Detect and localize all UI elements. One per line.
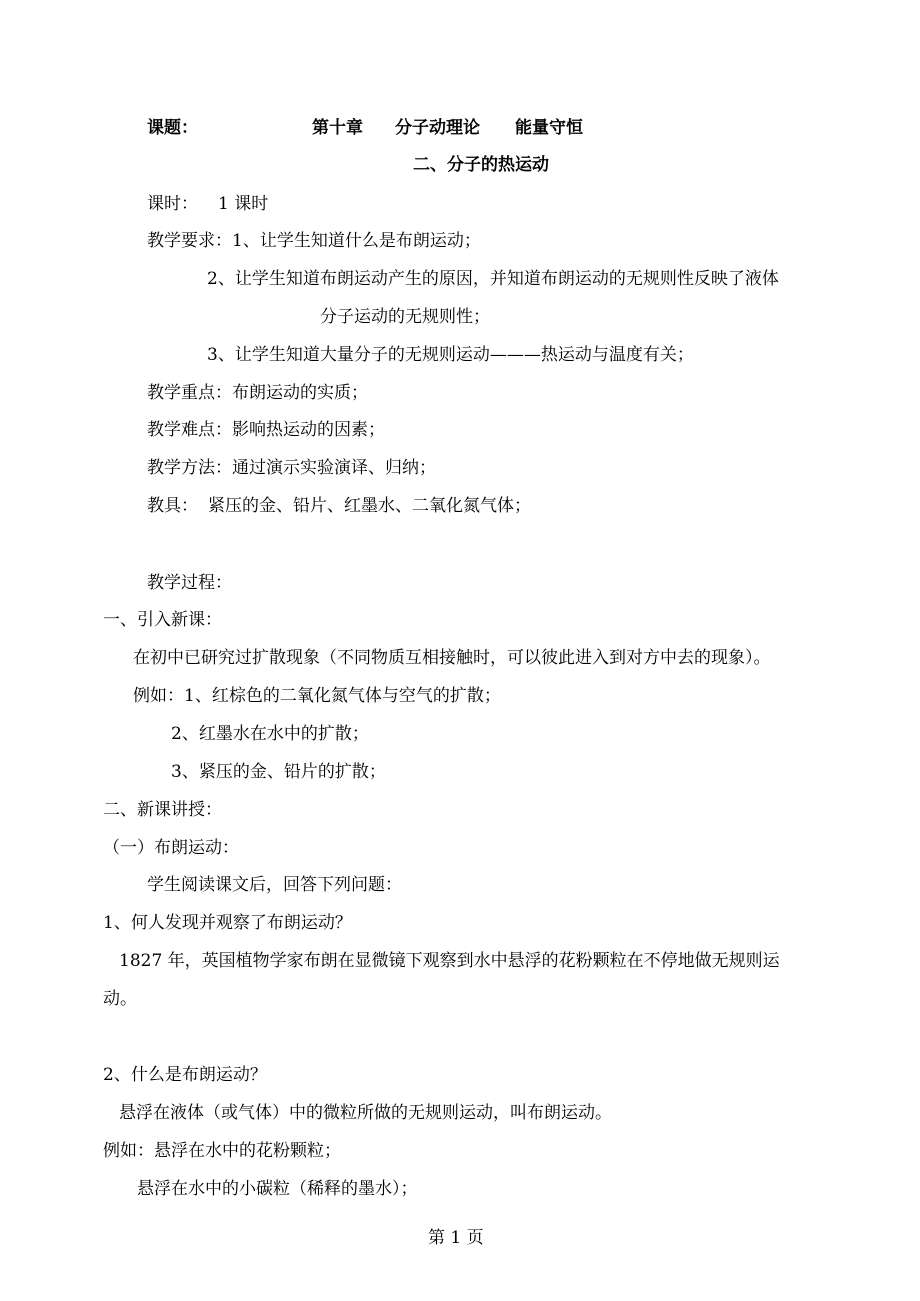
teaching-difficulty: 教学难点：影响热运动的因素； (147, 420, 385, 440)
section-title: 二、分子的热运动 (413, 155, 549, 175)
chapter-title: 分子动理论 (395, 118, 480, 138)
hours-value: 1 课时 (218, 194, 269, 214)
requirement-3: 3、让学生知道大量分子的无规则运动———热运动与温度有关； (207, 345, 694, 365)
answer-1-line2: 动。 (103, 989, 137, 1009)
intro-text: 在初中已研究过扩散现象（不同物质互相接触时，可以彼此进入到对方中去的现象）。 (133, 648, 771, 668)
teaching-focus: 教学重点：布朗运动的实质； (147, 383, 368, 403)
topic-label: 课题： (147, 118, 198, 138)
chapter-subtitle: 能量守恒 (515, 118, 583, 138)
example-pollen: 例如：悬浮在水中的花粉颗粒； (103, 1141, 341, 1161)
intro-example-2: 2、红墨水在水中的扩散； (171, 724, 369, 744)
new-lesson-heading: 二、新课讲授： (103, 800, 222, 820)
reading-prompt: 学生阅读课文后，回答下列问题： (147, 875, 402, 895)
intro-example-3: 3、紧压的金、铅片的扩散； (171, 762, 386, 782)
intro-heading: 一、引入新课： (103, 610, 222, 630)
intro-example-1: 例如：1、红棕色的二氧化氮气体与空气的扩散； (133, 686, 501, 706)
question-2: 2、什么是布朗运动？ (103, 1065, 267, 1085)
question-1: 1、何人发现并观察了布朗运动？ (103, 913, 352, 933)
process-title: 教学过程： (147, 573, 232, 593)
hours-label: 课时： (147, 194, 198, 214)
teaching-method: 教学方法：通过演示实验演译、归纳； (147, 458, 436, 478)
requirement-label: 教学要求： (147, 231, 232, 251)
answer-1-line1: 1827 年，英国植物学家布朗在显微镜下观察到水中悬浮的花粉颗粒在不停地做无规则运 (119, 951, 780, 971)
requirement-1: 1、让学生知道什么是布朗运动； (232, 231, 481, 251)
page-number: 第 1 页 (428, 1228, 484, 1248)
requirement-2-line1: 2、让学生知道布朗运动产生的原因，并知道布朗运动的无规则性反映了液体 (207, 269, 779, 289)
tools-label: 教具： (147, 496, 198, 516)
requirement-2-line2: 分子运动的无规则性； (320, 307, 490, 327)
answer-2: 悬浮在液体（或气体）中的微粒所做的无规则运动，叫布朗运动。 (119, 1103, 612, 1123)
example-carbon: 悬浮在水中的小碳粒（稀释的墨水）； (137, 1179, 418, 1199)
chapter-number: 第十章 (312, 118, 363, 138)
tools-value: 紧压的金、铅片、红墨水、二氧化氮气体； (208, 496, 531, 516)
brownian-subheading: （一）布朗运动： (103, 838, 239, 858)
